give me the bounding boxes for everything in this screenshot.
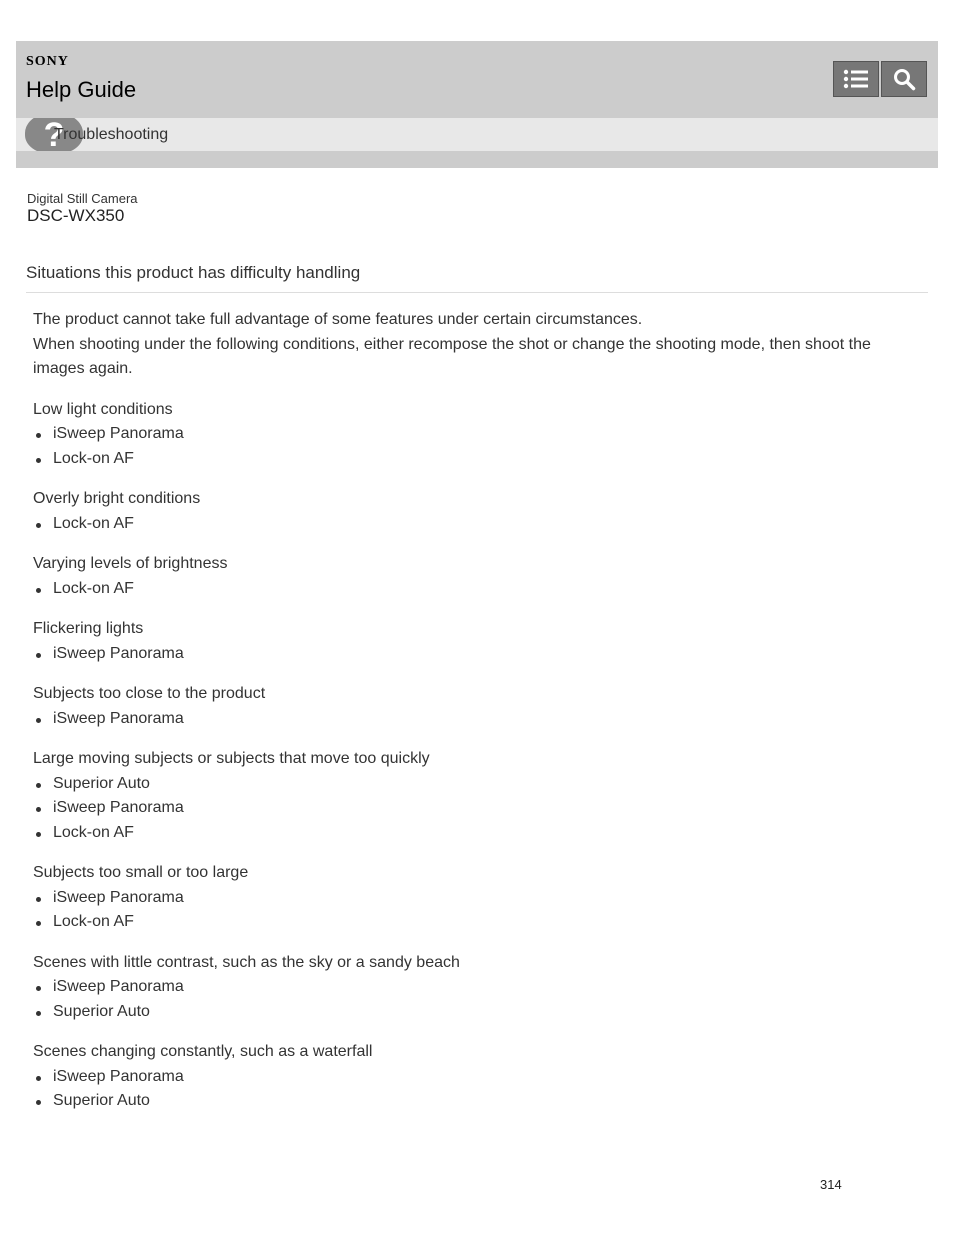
header-band (16, 151, 938, 168)
page-number: 314 (820, 1177, 842, 1192)
condition-title: Subjects too close to the product (33, 685, 266, 702)
list-item: Superior Auto (53, 1089, 913, 1114)
condition-title: Scenes changing constantly, such as a waterfall (33, 1043, 373, 1060)
intro-text: When shooting under the following conditions, either recompose the shot or change the shooting mode, then shoot the images again. (33, 335, 871, 377)
condition-title: Varying levels of brightness (33, 555, 228, 572)
list-item: Lock-on AF (53, 512, 913, 537)
breadcrumb-troubleshooting[interactable]: Troubleshooting (54, 126, 169, 143)
list-item: Lock-on AF (53, 821, 913, 846)
list-item: iSweep Panorama (53, 642, 913, 667)
condition-section (33, 861, 913, 935)
help-guide-title: Help Guide (26, 77, 137, 102)
condition-title: Subjects too small or too large (33, 864, 249, 881)
product-category: Digital Still Camera (27, 191, 138, 206)
list-item: Superior Auto (53, 772, 913, 797)
list-item: iSweep Panorama (53, 422, 913, 447)
condition-title: Overly bright conditions (33, 490, 201, 507)
condition-title: Large moving subjects or subjects that move too quickly (33, 750, 430, 767)
condition-section (33, 1040, 913, 1114)
list-item: Lock-on AF (53, 910, 913, 935)
table-of-contents-button[interactable] (833, 61, 879, 97)
search-icon (892, 67, 916, 91)
condition-section (33, 487, 913, 536)
list-item: iSweep Panorama (53, 975, 913, 1000)
condition-section (33, 617, 913, 666)
divider (26, 292, 928, 293)
list-item: iSweep Panorama (53, 1065, 913, 1090)
page-title: Situations this product has difficulty handling (26, 263, 361, 282)
condition-section (33, 682, 913, 731)
question-icon: ? (25, 118, 83, 151)
list-item: Superior Auto (53, 1000, 913, 1025)
list-item: iSweep Panorama (53, 886, 913, 911)
product-model: DSC-WX350 (27, 206, 125, 225)
condition-section (33, 552, 913, 601)
condition-title: Scenes with little contrast, such as the sky or a sandy beach (33, 953, 460, 971)
search-button[interactable] (881, 61, 927, 97)
list-item: Lock-on AF (53, 447, 913, 472)
header (16, 41, 938, 118)
article-body (33, 308, 913, 1114)
list-item: Lock-on AF (53, 577, 913, 602)
condition-title: Low light conditions (33, 400, 173, 418)
condition-section (33, 951, 913, 1025)
condition-section (33, 747, 913, 845)
intro-text: The product cannot take full advantage of some features under certain circumstances. (33, 311, 643, 328)
list-item: iSweep Panorama (53, 796, 913, 821)
breadcrumb (16, 118, 938, 151)
list-icon (843, 68, 869, 90)
condition-title: Flickering lights (33, 620, 144, 637)
sony-logo: SONY (26, 54, 69, 69)
list-item: iSweep Panorama (53, 707, 913, 732)
condition-section (33, 398, 913, 472)
